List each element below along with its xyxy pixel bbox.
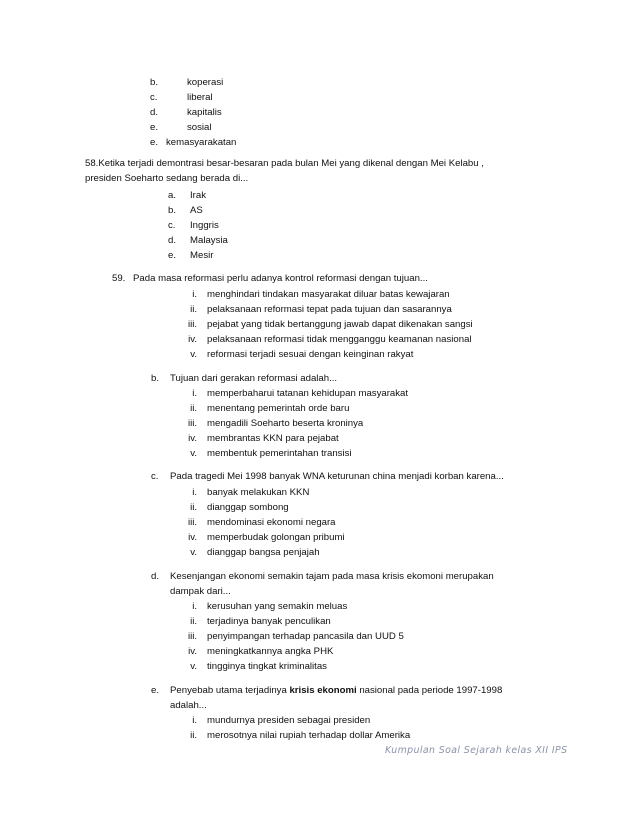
qb-opt-marker: iv. xyxy=(188,433,197,444)
qe-stem-bold: krisis ekonomi xyxy=(289,685,357,696)
qe-stem-line1 xyxy=(170,684,502,697)
qe-opt-text: mundurnya presiden sebagai presiden xyxy=(207,715,371,726)
qd-opt-marker: v. xyxy=(190,661,197,672)
q59-opt-text: pelaksanaan reformasi tepat pada tujuan dan sasarannya xyxy=(207,304,452,315)
q58-opt-text: Inggris xyxy=(190,220,219,231)
qc-stem: Pada tragedi Mei 1998 banyak WNA keturunan china menjadi korban karena... xyxy=(170,471,504,482)
page-footer: Kumpulan Soal Sejarah kelas XII IPS xyxy=(385,745,568,756)
q59-opt-marker: iv. xyxy=(188,334,197,345)
qc-opt-text: banyak melakukan KKN xyxy=(207,487,310,498)
qc-opt-text: dianggap sombong xyxy=(207,502,289,513)
q57-opt-text: kemasyarakatan xyxy=(166,137,237,148)
q59-opt-text: menghindari tindakan masyarakat diluar batas kewajaran xyxy=(207,289,450,300)
qc-opt-text: mendominasi ekonomi negara xyxy=(207,517,336,528)
qe-opt-marker: i. xyxy=(192,715,197,726)
q59-opt-marker: iii. xyxy=(187,319,197,330)
qd-opt-marker: iv. xyxy=(188,646,197,657)
qc-opt-marker: iii. xyxy=(187,517,197,528)
q57-opt-marker: c. xyxy=(150,92,158,103)
q57-opt-text: liberal xyxy=(187,92,213,103)
q58-stem-line1: 58.Ketika terjadi demontrasi besar-besaran pada bulan Mei yang dikenal dengan Mei Kelabu , xyxy=(85,158,484,169)
q59-opt-marker: i. xyxy=(192,289,197,300)
qb-opt-text: memperbaharui tatanan kehidupan masyarakat xyxy=(207,388,409,399)
q58-opt-text: Irak xyxy=(190,190,206,201)
qe-opt-marker: ii. xyxy=(190,730,197,741)
q57-opt-marker: b. xyxy=(150,77,159,88)
q57-opt-text: kapitalis xyxy=(187,107,222,118)
qb-opt-text: membentuk pemerintahan transisi xyxy=(207,448,352,459)
qd-opt-marker: iii. xyxy=(187,631,197,642)
q58-opt-marker: d. xyxy=(168,235,177,246)
qb-opt-marker: i. xyxy=(192,388,197,399)
q58-opt-text: Malaysia xyxy=(190,235,228,246)
q59-stem: Pada masa reformasi perlu adanya kontrol reformasi dengan tujuan... xyxy=(133,273,428,284)
qb-opt-text: menentang pemerintah orde baru xyxy=(207,403,350,414)
q59-opt-text: reformasi terjadi sesuai dengan keinginan rakyat xyxy=(207,349,414,360)
qc-opt-marker: ii. xyxy=(190,502,197,513)
q58-opt-text: Mesir xyxy=(190,250,214,261)
qe-stem-pre: Penyebab utama terjadinya xyxy=(170,685,290,696)
q57-opt-text: sosial xyxy=(187,122,212,133)
q57-opt-text: koperasi xyxy=(187,77,224,88)
q58-opt-marker: b. xyxy=(168,205,177,216)
qd-opt-text: tingginya tingkat kriminalitas xyxy=(207,661,327,672)
qd-opt-text: penyimpangan terhadap pancasila dan UUD 5 xyxy=(207,631,404,642)
qd-opt-text: kerusuhan yang semakin meluas xyxy=(207,601,348,612)
q57-opt-marker: d. xyxy=(150,107,159,118)
q58-stem-line2: presiden Soeharto sedang berada di... xyxy=(85,173,249,184)
qb-opt-marker: iii. xyxy=(187,418,197,429)
qe-opt-text: merosotnya nilai rupiah terhadap dollar Amerika xyxy=(207,730,411,741)
qe-stem-line2: adalah... xyxy=(170,700,207,711)
qd-marker: d. xyxy=(151,571,160,582)
qc-marker: c. xyxy=(151,471,159,482)
q58-opt-text: AS xyxy=(190,205,203,216)
q58-opt-marker: e. xyxy=(168,250,177,261)
qd-opt-marker: ii. xyxy=(190,616,197,627)
qd-opt-text: terjadinya banyak penculikan xyxy=(207,616,331,627)
qb-opt-marker: ii. xyxy=(190,403,197,414)
qc-opt-text: memperbudak golongan pribumi xyxy=(207,532,345,543)
q58-opt-marker: a. xyxy=(168,190,177,201)
q57-opt-marker: e. xyxy=(150,137,159,148)
qd-stem-line1: Kesenjangan ekonomi semakin tajam pada masa krisis ekomoni merupakan xyxy=(170,571,494,582)
qc-opt-text: dianggap bangsa penjajah xyxy=(207,547,320,558)
q59-opt-marker: v. xyxy=(190,349,197,360)
q59-opt-marker: ii. xyxy=(190,304,197,315)
qe-stem-post: nasional pada periode 1997-1998 xyxy=(356,685,503,696)
q59-number: 59. xyxy=(112,273,126,284)
qb-marker: b. xyxy=(151,373,160,384)
qc-opt-marker: iv. xyxy=(188,532,197,543)
qb-opt-text: mengadili Soeharto beserta kroninya xyxy=(207,418,364,429)
qc-opt-marker: v. xyxy=(190,547,197,558)
qb-opt-marker: v. xyxy=(190,448,197,459)
qd-opt-marker: i. xyxy=(192,601,197,612)
q59-opt-text: pelaksanaan reformasi tidak mengganggu keamanan nasional xyxy=(207,334,472,345)
qd-stem-line2: dampak dari... xyxy=(170,586,231,597)
qc-opt-marker: i. xyxy=(192,487,197,498)
qe-marker: e. xyxy=(151,685,160,696)
qd-opt-text: meningkatkannya angka PHK xyxy=(207,646,334,657)
q57-opt-marker: e. xyxy=(150,122,159,133)
qb-opt-text: membrantas KKN para pejabat xyxy=(207,433,339,444)
q58-opt-marker: c. xyxy=(168,220,176,231)
qb-stem: Tujuan dari gerakan reformasi adalah... xyxy=(170,373,338,384)
q59-opt-text: pejabat yang tidak bertanggung jawab dapat dikenakan sangsi xyxy=(207,319,473,330)
